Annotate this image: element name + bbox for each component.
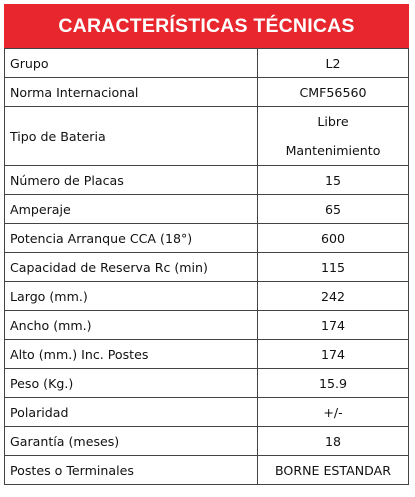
row-value: 15.9 xyxy=(258,369,409,398)
row-label: Alto (mm.) Inc. Postes xyxy=(5,340,258,369)
specs-panel xyxy=(4,4,409,485)
row-label: Polaridad xyxy=(5,398,258,427)
table-row-grupo xyxy=(5,49,409,78)
row-value: +/- xyxy=(258,398,409,427)
row-value: 600 xyxy=(258,224,409,253)
row-value: 18 xyxy=(258,427,409,456)
specs-title: CARACTERÍSTICAS TÉCNICAS xyxy=(58,14,355,37)
row-value: 65 xyxy=(258,195,409,224)
table-row-polaridad xyxy=(5,398,409,427)
row-label: Largo (mm.) xyxy=(5,282,258,311)
table-row-largo xyxy=(5,282,409,311)
row-label: Ancho (mm.) xyxy=(5,311,258,340)
row-label: Capacidad de Reserva Rc (min) xyxy=(5,253,258,282)
row-label: Peso (Kg.) xyxy=(5,369,258,398)
table-row-garantia xyxy=(5,427,409,456)
table-row-placas xyxy=(5,166,409,195)
table-row-cca xyxy=(5,224,409,253)
row-label: Potencia Arranque CCA (18°) xyxy=(5,224,258,253)
row-label: Número de Placas xyxy=(5,166,258,195)
row-value: 115 xyxy=(258,253,409,282)
row-value: CMF56560 xyxy=(258,78,409,107)
specs-table xyxy=(4,48,409,485)
row-value: BORNE ESTANDAR xyxy=(258,456,409,485)
row-label: Grupo xyxy=(5,49,258,78)
table-row-ancho xyxy=(5,311,409,340)
table-row-tipo-bateria xyxy=(5,107,409,166)
table-row-norma xyxy=(5,78,409,107)
row-label: Amperaje xyxy=(5,195,258,224)
row-value: 15 xyxy=(258,166,409,195)
row-label: Postes o Terminales xyxy=(5,456,258,485)
table-row-reserva xyxy=(5,253,409,282)
table-row-peso xyxy=(5,369,409,398)
row-value: 174 xyxy=(258,340,409,369)
table-row-amperaje xyxy=(5,195,409,224)
row-value: 242 xyxy=(258,282,409,311)
row-label: Garantía (meses) xyxy=(5,427,258,456)
row-value xyxy=(258,107,409,166)
table-row-postes xyxy=(5,456,409,485)
row-label: Norma Internacional xyxy=(5,78,258,107)
row-label: Tipo de Bateria xyxy=(5,107,258,166)
table-row-alto xyxy=(5,340,409,369)
row-value-line-1: Libre xyxy=(317,114,349,129)
specs-header xyxy=(4,4,409,48)
row-value: L2 xyxy=(258,49,409,78)
row-value: 174 xyxy=(258,311,409,340)
row-value-line-2: Mantenimiento xyxy=(285,143,381,158)
